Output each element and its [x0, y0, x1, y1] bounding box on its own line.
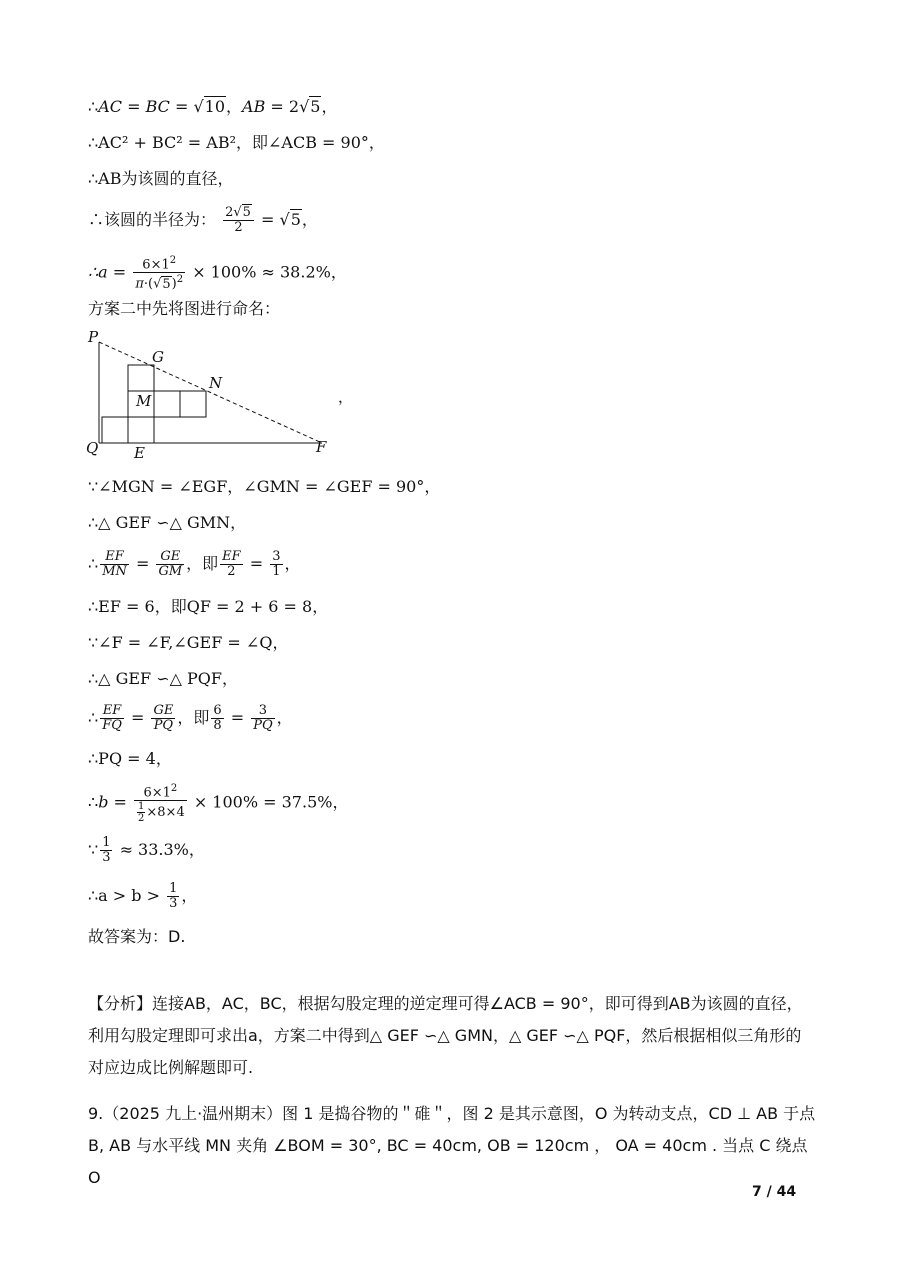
- answer-line: 故答案为：D.: [88, 927, 186, 946]
- eq-line-11: ∵∠F = ∠F,∠GEF = ∠Q，: [88, 633, 289, 652]
- eq-line-12: ∴△ GEF ∽△ PQF，: [88, 669, 239, 688]
- analysis-paragraph: [88, 988, 823, 1084]
- eq-line-14: ∴PQ = 4，: [88, 749, 172, 768]
- label-f: F: [316, 438, 327, 456]
- question-9: [88, 1098, 823, 1194]
- question-line-2: B, AB 与水平线 MN 夹角 ∠BOM = 30°, BC = 40cm, OB = 120cm ， OA = 40cm . 当点 C 绕点 O: [88, 1136, 808, 1187]
- label-e: E: [134, 444, 145, 462]
- eq-line-6: 方案二中先将图进行命名：: [88, 299, 281, 318]
- label-m: M: [136, 392, 152, 410]
- eq-line-17: ∴a > b > $\frac{1}{3}$ ，: [88, 881, 198, 911]
- question-line-1: 9.（2025 九上·温州期末）图 1 是捣谷物的＂碓＂，图 2 是其示意图，O 为转动支点，CD ⊥ AB 于点: [88, 1104, 816, 1123]
- similar-triangles-figure: [84, 322, 384, 462]
- analysis-line-2: 利用勾股定理即可求出a，方案二中得到△ GEF ∽△ GMN，△ GEF ∽△ PQF，然后根据相似三角形的: [88, 1026, 802, 1045]
- eq-line-9: ∴ $\frac{EF}{MN}$ = $\frac{GE}{GM}$ ，即 $\frac{EF}{2}$ = $\frac{3}{1}$ ，: [88, 549, 301, 579]
- analysis-line-1: 【分析】连接AB，AC，BC，根据勾股定理的逆定理可得∠ACB = 90°，即可得到AB为该圆的直径，: [88, 994, 803, 1013]
- figure-comma: ，: [338, 388, 354, 406]
- eq-line-13: ∴ $\frac{EF}{FQ}$ = $\frac{GE}{PQ}$ ，即 $\frac{6}{8}$ = $\frac{3}{PQ}$ ，: [88, 703, 293, 733]
- label-g: G: [152, 348, 164, 366]
- label-n: N: [209, 374, 223, 392]
- eq-line-1: ∴AC = BC = √10，AB = 2√5，: [88, 97, 338, 116]
- eq-line-7: ∵∠MGN = ∠EGF，∠GMN = ∠GEF = 90°，: [88, 477, 441, 496]
- eq-line-15: ∴b = $6\times 1^2$ $\frac{1}{2}$ ×8×4 × 100% = 37.5%，: [88, 783, 349, 825]
- eq-line-10: ∴EF = 6，即QF = 2 + 6 = 8，: [88, 597, 329, 616]
- label-q: Q: [86, 439, 99, 457]
- eq-line-8: ∴△ GEF ∽△ GMN，: [88, 513, 247, 532]
- eq-line-3: ∴AB为该圆的直径，: [88, 169, 234, 188]
- page-number: 7 / 44: [752, 1184, 797, 1200]
- eq-line-4: ∴该圆的半径为： $\frac{2√5}{2}$ = √5，: [88, 205, 318, 235]
- analysis-line-3: 对应边成比例解题即可.: [88, 1058, 254, 1077]
- eq-line-2: ∴AC² + BC² = AB²，即∠ACB = 90°，: [88, 133, 385, 152]
- eq-line-5: ∴a = $\frac{6\times 1^2}{\pi\cdot(√5)^2}$ × 100% ≈ 38.2%，: [88, 255, 347, 292]
- eq-line-16: ∵ $\frac{1}{3}$ ≈ 33.3%，: [88, 835, 205, 865]
- label-p: P: [88, 328, 99, 346]
